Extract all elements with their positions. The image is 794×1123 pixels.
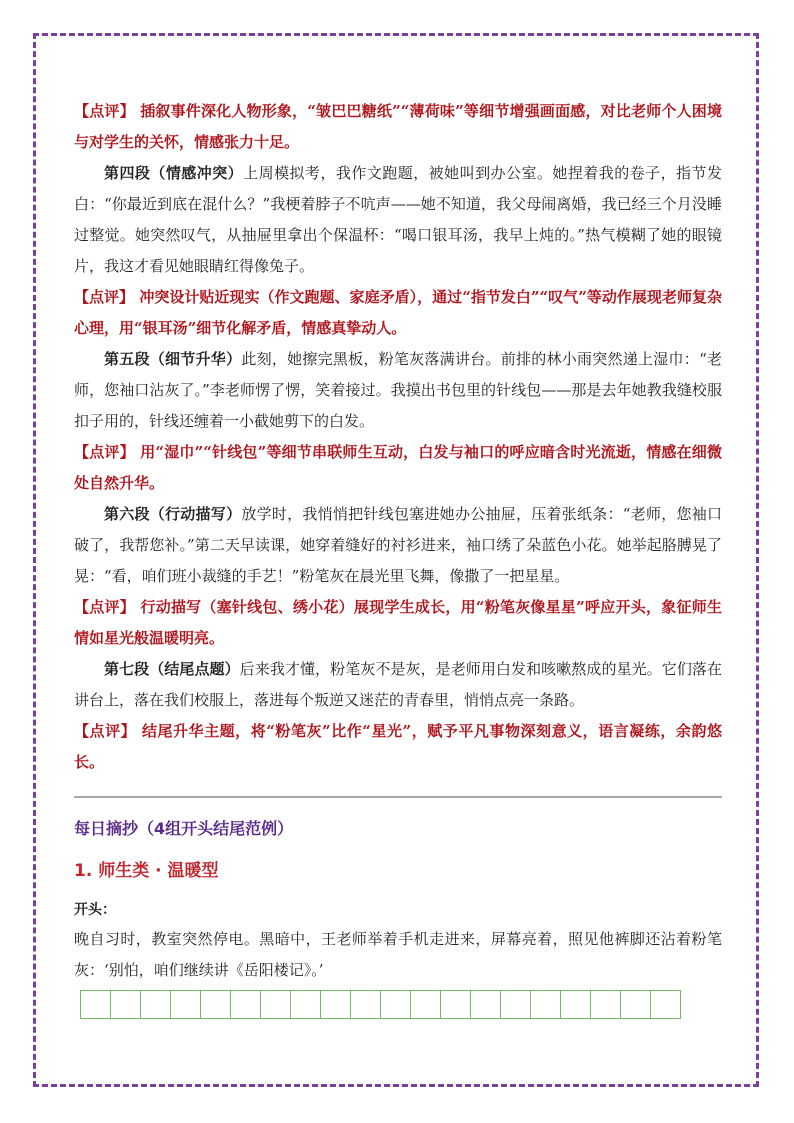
body-paragraph xyxy=(74,344,722,437)
grid-cell xyxy=(290,990,321,1019)
review-text: 用“湿巾”“针线包”等细节串联师生互动，白发与袖口的呼应暗含时光流逝，情感在细微处自然升华。 xyxy=(74,443,722,492)
review-paragraph xyxy=(74,716,722,778)
paragraph-text: 后来我才懂，粉笔灰不是灰，是老师用白发和咳嗽熬成的星光。它们落在讲台上，落在我们校服上，落进每个叛逆又迷茫的青春里，悄悄点亮一条路。 xyxy=(74,660,722,709)
grid-cell xyxy=(170,990,201,1019)
review-tag: 【点评】 xyxy=(74,102,135,120)
grid-cell xyxy=(80,990,111,1019)
grid-cell xyxy=(230,990,261,1019)
review-paragraph xyxy=(74,592,722,654)
grid-cell xyxy=(530,990,561,1019)
grid-cell xyxy=(560,990,591,1019)
grid-cell xyxy=(140,990,171,1019)
paragraph-label: 第七段（结尾点题） xyxy=(104,660,240,678)
review-tag: 【点评】 xyxy=(74,598,135,616)
paragraph-label: 第四段（情感冲突） xyxy=(104,164,244,182)
body-paragraph xyxy=(74,499,722,592)
paragraph-label: 第六段（行动描写） xyxy=(104,505,242,523)
grid-cell xyxy=(200,990,231,1019)
grid-cell xyxy=(470,990,501,1019)
section-title: 1. 师生类 · 温暖型 xyxy=(74,861,219,881)
daily-excerpt-title: 每日摘抄（4组开头结尾范例） xyxy=(74,819,294,838)
document-body xyxy=(74,96,722,986)
grid-cell xyxy=(260,990,291,1019)
paragraph-text: 此刻，她擦完黑板，粉笔灰落满讲台。前排的林小雨突然递上湿巾：“老师，您袖口沾灰了。”李老师愣了愣，笑着接过。我摸出书包里的针线包——那是去年她教我缝校服扣子用的，针线还缠着一小截她剪下的白发。 xyxy=(74,350,722,430)
grid-cell xyxy=(650,990,681,1019)
body-paragraph xyxy=(74,158,722,282)
review-paragraph xyxy=(74,282,722,344)
review-text: 冲突设计贴近现实（作文跑题、家庭矛盾），通过“指节发白”“叹气”等动作展现老师复杂心理，用“银耳汤”细节化解矛盾，情感真挚动人。 xyxy=(74,288,722,337)
grid-cell xyxy=(500,990,531,1019)
grid-cell xyxy=(440,990,471,1019)
grid-cell xyxy=(590,990,621,1019)
paragraph-text: 上周模拟考，我作文跑题，被她叫到办公室。她捏着我的卷子，指节发白：“你最近到底在混什么？”我梗着脖子不吭声——她不知道，我父母闹离婚，我已经三个月没睡过整觉。她突然叹气，从抽屉里拿出个保温杯：“喝口银耳汤，我早上炖的。”热气模糊了她的眼镜片，我这才看见她眼睛红得像兔子。 xyxy=(74,164,722,275)
review-paragraph xyxy=(74,96,722,158)
opening-text: 晚自习时，教室突然停电。黑暗中，王老师举着手机走进来，屏幕亮着，照见他裤脚还沾着粉笔灰：‘别怕，咱们继续讲《岳阳楼记》。’ xyxy=(74,930,722,979)
writing-grid xyxy=(80,990,680,1019)
body-paragraph xyxy=(74,654,722,716)
review-paragraph xyxy=(74,437,722,499)
paragraph-text: 放学时，我悄悄把针线包塞进她办公抽屉，压着张纸条：“老师，您袖口破了，我帮您补。”第二天早读课，她穿着缝好的衬衫进来，袖口绣了朵蓝色小花。她举起胳膊晃了晃：“看，咱们班小裁缝的手艺！”粉笔灰在晨光里飞舞，像撒了一把星星。 xyxy=(74,505,722,585)
section-divider xyxy=(74,796,722,798)
paragraph-label: 第五段（细节升华） xyxy=(104,350,242,368)
review-tag: 【点评】 xyxy=(74,288,135,306)
review-text: 插叙事件深化人物形象，“皱巴巴糖纸”“薄荷味”等细节增强画面感，对比老师个人困境与对学生的关怀，情感张力十足。 xyxy=(74,102,722,151)
grid-cell xyxy=(110,990,141,1019)
review-tag: 【点评】 xyxy=(74,443,135,461)
grid-cell xyxy=(410,990,441,1019)
review-text: 结尾升华主题，将“粉笔灰”比作“星光”，赋予平凡事物深刻意义，语言凝练，余韵悠长。 xyxy=(74,722,722,771)
review-text: 行动描写（塞针线包、绣小花）展现学生成长，用“粉笔灰像星星”呼应开头，象征师生情如星光般温暖明亮。 xyxy=(74,598,722,647)
grid-cell xyxy=(620,990,651,1019)
review-tag: 【点评】 xyxy=(74,722,137,740)
opening-label: 开头： xyxy=(74,902,116,918)
grid-cell xyxy=(320,990,351,1019)
grid-cell xyxy=(380,990,411,1019)
grid-cell xyxy=(350,990,381,1019)
